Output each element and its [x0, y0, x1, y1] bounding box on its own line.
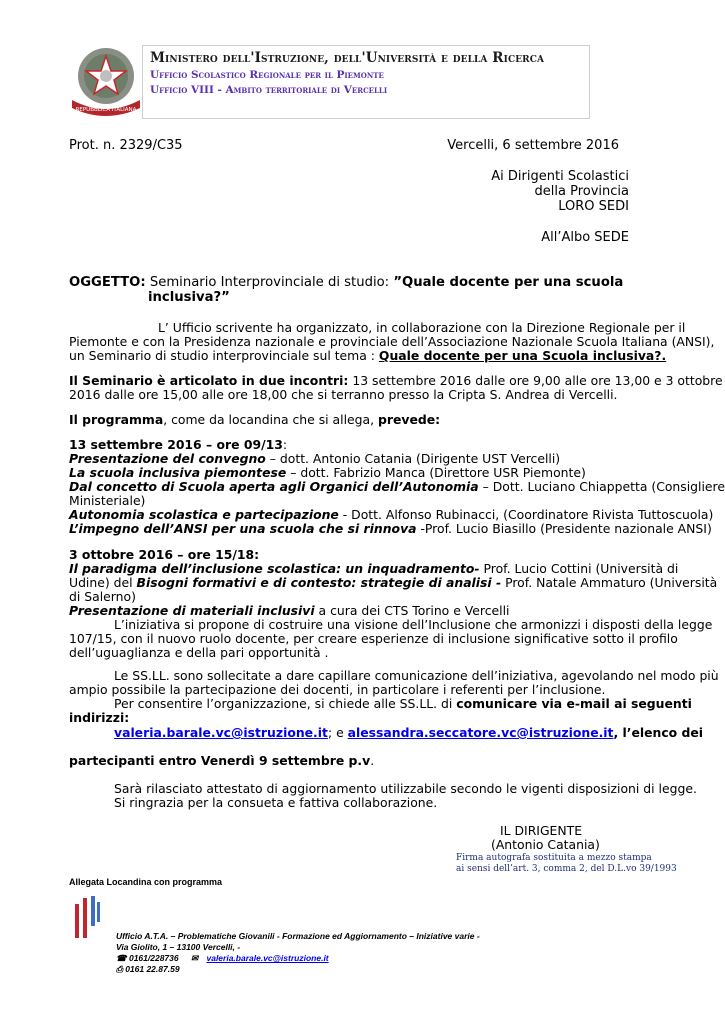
intro-line: L’ Ufficio scrivente ha organizzato, in collaborazione con la Direzione Regionale per il — [158, 320, 686, 335]
subject-title-cont: inclusiva?” — [148, 290, 230, 305]
closing-line: Sarà rilasciato attestato di aggiornamento utilizzabile secondo le vigenti disposizioni di legge. — [114, 781, 697, 796]
seminar-line: 2016 dalle ore 15,00 alle ore 18,00 che si terranno presso la Cripta S. Andrea di Vercelli. — [69, 387, 618, 402]
recipient-line: LORO SEDI — [558, 199, 629, 214]
program-bold: prevede: — [377, 412, 441, 427]
intro-text: un Seminario di studio interprovinciale sul tema : — [69, 348, 379, 363]
item-speaker: – dott. Antonio Catania (Dirigente UST Vercelli) — [265, 451, 561, 466]
day2-item — [69, 576, 717, 590]
phone-icon: ☎ — [116, 953, 127, 963]
day2-heading: 3 ottobre 2016 – ore 15/18: — [69, 547, 260, 562]
intro-line — [69, 349, 666, 363]
local-office: Ufficio VIII - Ambito territoriale di Vercelli — [150, 84, 388, 96]
email-icon: ✉ — [190, 953, 199, 963]
day2-item — [69, 562, 678, 576]
day1-item-cont: Ministeriale) — [69, 493, 146, 508]
item-title: L’impegno dell’ANSI per una scuola che si rinnova — [69, 521, 417, 536]
intro-line: Piemonte e con la Presidenza nazionale e provinciale dell’Associazione Nazionale Scuola Italiana (ANSI), — [69, 334, 715, 349]
day1-heading — [69, 438, 287, 452]
subject-text: Seminario Interprovinciale di studio: — [145, 275, 394, 290]
item-title: Autonomia scolastica e partecipazione — [69, 507, 339, 522]
subject-label: OGGETTO: — [69, 275, 146, 290]
request-line — [114, 697, 692, 711]
item-speaker: -Prof. Lucio Biasillo (Presidente nazionale ANSI) — [416, 521, 712, 536]
item-speaker: - Dott. Alfonso Rubinacci, (Coordinatore Rivista Tuttoscuola) — [338, 507, 714, 522]
item-title: Bisogni formativi e di contesto: strategie di analisi - — [136, 575, 502, 590]
program-text: , come da locandina che si allega, — [163, 412, 378, 427]
program-line — [69, 413, 440, 427]
footer-fax-number: 0161 22.87.59 — [125, 964, 180, 974]
footer-phone: 0161/228736 — [128, 953, 179, 963]
closing-line: Si ringrazia per la consueta e fattiva collaborazione. — [114, 795, 438, 810]
item-title: Dal concetto di Scuola aperta agli Organici dell’Autonomia — [69, 479, 479, 494]
day2-item-cont: di Salerno) — [69, 589, 136, 604]
request-line: ampio possibile la partecipazione dei docenti, in particolare i referenti per l’inclusione. — [69, 682, 606, 697]
footer-logo — [72, 896, 102, 942]
purpose-line: dell’uguaglianza e della pari opportunità . — [69, 645, 329, 660]
item-speaker: Prof. Natale Ammaturo (Università — [501, 575, 718, 590]
footer-email-link[interactable]: valeria.barale.vc@istruzione.it — [206, 953, 329, 963]
day1-item — [69, 480, 725, 494]
regional-office: Ufficio Scolastico Regionale per il Piemonte — [150, 69, 384, 81]
request-line: Le SS.LL. sono sollecitate a dare capillare comunicazione dell’iniziativa, agevolando nel modo più — [114, 668, 719, 683]
day1-item — [69, 508, 713, 522]
deadline-line — [69, 754, 374, 768]
email-link-seccatore[interactable]: alessandra.seccatore.vc@istruzione.it — [347, 725, 614, 740]
svg-text:REPUBBLICA ITALIANA: REPUBBLICA ITALIANA — [75, 107, 137, 113]
day1-item — [69, 522, 712, 536]
day1-date: 13 settembre 2016 – ore 09/13 — [69, 437, 283, 452]
recipient-line: della Provincia — [534, 184, 629, 199]
footer-office: Ufficio A.T.A. – Problematiche Giovanili - Formazione ed Aggiornamento – Iniziative varie - — [116, 931, 480, 941]
item-speaker: a cura dei CTS Torino e Vercelli — [314, 603, 510, 618]
subject-title: ”Quale docente per una scuola — [393, 275, 624, 290]
deadline-bold: partecipanti entro Venerdì 9 settembre p.v — [69, 753, 371, 768]
purpose-line: 107/15, con il nuovo ruolo docente, per creare esperienze di inclusione significative sotto il profilo — [69, 631, 678, 646]
email-sep: ; e — [327, 725, 348, 740]
footer-address: Via Giolito, 1 – 13100 Vercelli, - — [116, 942, 241, 952]
email-link-barale[interactable]: valeria.barale.vc@istruzione.it — [114, 725, 328, 740]
request-bold: comunicare via e-mail ai seguenti — [456, 696, 692, 711]
item-speaker: – dott. Fabrizio Manca (Direttore USR Piemonte) — [286, 465, 586, 480]
emblem-logo — [66, 42, 146, 120]
item-text: Udine) del — [69, 575, 137, 590]
ministry-name: Ministero dell'Istruzione, dell'Università e della Ricerca — [150, 50, 545, 66]
fax-icon: ⎙ — [116, 964, 123, 974]
item-speaker: Prof. Lucio Cottini (Università di — [479, 561, 679, 576]
item-title: La scuola inclusiva piemontese — [69, 465, 287, 480]
seminar-text: 13 settembre 2016 dalle ore 9,00 alle ore 13,00 e 3 ottobre — [348, 373, 723, 388]
place-date: Vercelli, 6 settembre 2016 — [447, 138, 619, 153]
day1-item — [69, 466, 586, 480]
footer-fax — [116, 964, 180, 975]
request-text: Per consentire l’organizzazione, si chiede alle SS.LL. di — [114, 696, 457, 711]
deadline-end: . — [370, 753, 375, 768]
item-title: Presentazione di materiali inclusivi — [69, 603, 315, 618]
program-bold: Il programma — [69, 412, 164, 427]
seminar-line — [69, 374, 723, 388]
albo-line: All’Albo SEDE — [541, 230, 629, 245]
recipient-line: Ai Dirigenti Scolastici — [491, 169, 629, 184]
email-line — [114, 726, 703, 740]
signature-name: (Antonio Catania) — [491, 837, 600, 852]
subject-line — [69, 276, 623, 290]
request-line: indirizzi: — [69, 710, 130, 725]
item-speaker: – Dott. Luciano Chiappetta (Consigliere — [478, 479, 725, 494]
day2-item — [69, 604, 509, 618]
item-title: Il paradigma dell’inclusione scolastica: un inquadramento- — [69, 561, 480, 576]
day1-item — [69, 452, 560, 466]
seminar-bold: Il Seminario è articolato in due incontri: — [69, 373, 349, 388]
intro-theme: Quale docente per una Scuola inclusiva?. — [378, 348, 667, 363]
purpose-line: L’iniziativa si propone di costruire una visione dell’Inclusione che armonizzi i disposti della legge — [114, 617, 713, 632]
request-tail: , l’elenco dei — [613, 725, 704, 740]
signature-role: IL DIRIGENTE — [500, 823, 583, 838]
signature-note: Firma autografa sostituita a mezzo stampa — [456, 853, 652, 863]
footer-contacts — [116, 953, 329, 964]
signature-note: ai sensi dell’art. 3, comma 2, del D.L.vo 39/1993 — [456, 864, 677, 874]
protocol-number: Prot. n. 2329/C35 — [69, 138, 183, 153]
attachment-note: Allegata Locandina con programma — [69, 877, 223, 887]
day1-colon: : — [282, 437, 288, 452]
item-title: Presentazione del convegno — [69, 451, 266, 466]
